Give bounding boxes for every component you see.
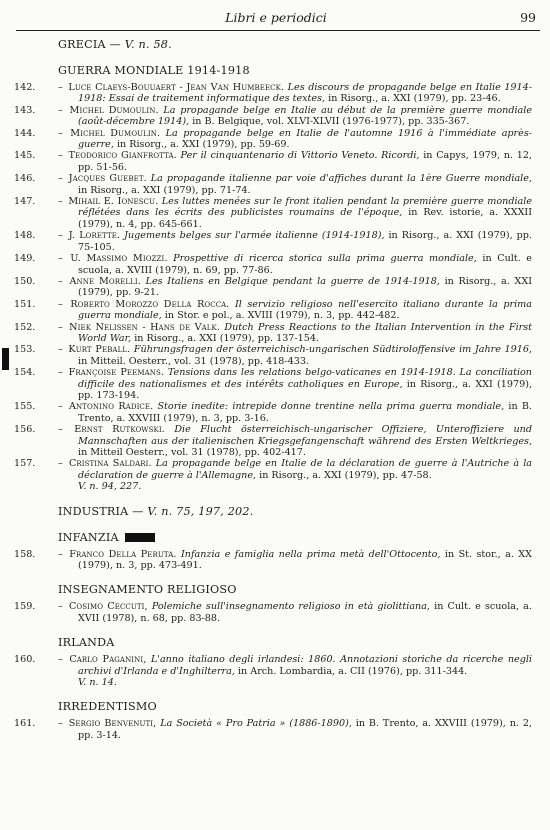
bibliography-entry bbox=[0, 196, 550, 230]
entry-author: Mihail E. Ionescu. bbox=[68, 196, 159, 208]
entry-source: in St. stor., a. XX (1979), n. 3, pp. 473-491. bbox=[78, 548, 532, 572]
entry-number: 146. bbox=[14, 173, 36, 185]
bibliography-body bbox=[0, 38, 550, 748]
entry-source: in Risorg., a. XXI (1979), pp. 71-74. bbox=[78, 184, 251, 196]
entry-author: Anne Morelli. bbox=[69, 275, 141, 287]
bibliography-entry bbox=[0, 718, 550, 741]
bibliography-entry bbox=[0, 299, 550, 322]
entry-title: Tensions dans les relations belgo-vaticanes en 1914-1918. La conciliation difficile des nationalismes et des intérêts catholiques en Europe, bbox=[78, 367, 532, 390]
entry-author: J. Lorette. bbox=[68, 230, 121, 242]
bibliography-entry bbox=[0, 253, 550, 276]
bibliography-entry bbox=[0, 82, 550, 105]
entry-author: Ernst Rutkowski. bbox=[74, 424, 165, 436]
bibliography-entry bbox=[0, 654, 550, 688]
entry-author: Kurt Peball. bbox=[68, 344, 131, 356]
entry-title: L'anno italiano degli irlandesi: 1860. Annotazioni storiche da ricerche negli archivi d'Irlanda e d'Inghilterra, bbox=[78, 654, 532, 677]
entry-author: Sergio Benvenuti, bbox=[68, 718, 157, 730]
entry-title: Infanzia e famiglia nella prima metà dell'Ottocento, bbox=[181, 548, 441, 560]
entry-cross-reference: V. n. 14. bbox=[78, 677, 117, 689]
entry-number: 143. bbox=[14, 104, 36, 116]
bibliography-entry bbox=[0, 401, 550, 424]
entry-number: 155. bbox=[14, 401, 36, 413]
entry-author: Cosimo Ceccuti, bbox=[68, 601, 148, 613]
section-title: GUERRA MONDIALE 1914-1918 bbox=[58, 64, 250, 77]
entry-dash: – bbox=[58, 548, 68, 560]
entry-number: 147. bbox=[14, 196, 36, 208]
entry-dash: – bbox=[58, 82, 67, 93]
entry-dash: – bbox=[58, 127, 69, 139]
entry-source: in B. Belgique, vol. XLVI-XLVII (1976-1977), pp. 335-367. bbox=[192, 116, 470, 128]
entry-source: in Mitteil. Oesterr., vol. 31 (1978), pp. 418-433. bbox=[78, 355, 309, 367]
entry-title: La propagande belge en Italie de la déclaration de guerre à l'Autriche à la déclaration de guerre à l'Allemagne, bbox=[78, 458, 532, 481]
bibliography-entry bbox=[0, 424, 550, 458]
entry-number: 159. bbox=[14, 601, 36, 613]
entry-author: Antonino Radice. bbox=[69, 401, 154, 413]
entry-source: in Cult. e scuola, a. XVIII (1979), n. 69, pp. 77-86. bbox=[78, 253, 532, 276]
entry-source: in Risorg., a. XXI (1979), pp. 47-58. bbox=[259, 469, 432, 481]
entry-number: 145. bbox=[14, 150, 36, 162]
entry-title: Il servizio religioso nell'esercito italiano durante la prima guerra mondiale, bbox=[78, 298, 532, 322]
entry-title: Les discours de propagande belge en Italie 1914-1918: Essai de traitement informatique des textes, bbox=[78, 82, 532, 105]
entry-title: Prospettive di ricerca storica sulla prima guerra mondiale, bbox=[173, 253, 477, 265]
section-heading bbox=[0, 636, 550, 650]
entry-author: Françoise Peemans. bbox=[68, 367, 165, 379]
section-title: IRREDENTISMO bbox=[58, 700, 157, 714]
entry-title: Dutch Press Reactions to the Italian Intervention in the First World War, bbox=[78, 321, 533, 344]
entry-dash: – bbox=[58, 321, 68, 333]
section-see-also: V. n. 58. bbox=[124, 38, 172, 51]
entry-source: in Stor. e pol., a. XVIII (1979), n. 3, pp. 442-482. bbox=[164, 310, 400, 322]
entry-title: Per il cinquantenario di Vittorio Veneto. Ricordi, bbox=[180, 150, 420, 162]
entry-number: 161. bbox=[14, 718, 36, 730]
redaction-block bbox=[125, 533, 155, 542]
entry-number: 148. bbox=[14, 230, 36, 242]
entry-dash: – bbox=[58, 654, 68, 666]
entry-source: in Risorg., a. XXI (1979), pp. 173-194. bbox=[78, 378, 532, 401]
entry-title: Führungsfragen der österreichisch-ungarischen Südtiroloffensive im Jahre 1916, bbox=[133, 344, 532, 356]
entry-dash: – bbox=[58, 367, 67, 379]
entry-title: La propagande belge en Italie de l'automne 1916 à l'immédiate après-guerre, bbox=[78, 127, 532, 151]
entry-number: 142. bbox=[14, 82, 36, 93]
bibliography-entry bbox=[0, 173, 550, 196]
entry-author: Michel Dumoulin. bbox=[69, 104, 159, 116]
entry-title: Polemiche sull'insegnamento religioso in età giolittiana, bbox=[151, 601, 430, 613]
bibliography-entry bbox=[0, 128, 550, 151]
section-heading bbox=[0, 64, 550, 78]
entry-dash: – bbox=[58, 173, 67, 185]
entry-number: 157. bbox=[14, 458, 36, 470]
entry-author: Teodorico Gianfrotta. bbox=[68, 150, 177, 162]
section-heading bbox=[0, 583, 550, 597]
entry-dash: – bbox=[58, 150, 67, 162]
entry-source: in B. Trento, a. XXVIII (1979), n. 3, pp. 3-16. bbox=[78, 401, 532, 424]
bibliography-entry bbox=[0, 549, 550, 572]
bibliography-entry bbox=[0, 105, 550, 128]
entry-number: 144. bbox=[14, 127, 36, 139]
entry-dash: – bbox=[58, 196, 67, 208]
entry-title: Storie inedite: intrepide donne trentine nella prima guerra mondiale, bbox=[157, 401, 505, 413]
entry-number: 153. bbox=[14, 344, 36, 356]
entry-dash: – bbox=[58, 253, 69, 265]
section-see-also: V. n. 75, 197, 202. bbox=[147, 504, 254, 518]
bibliography-entry bbox=[0, 230, 550, 253]
entry-number: 154. bbox=[14, 367, 36, 379]
entry-author: Jacques Guebet. bbox=[68, 173, 147, 185]
entry-title: La propagande belge en Italie au début de la première guerre mondiale (août-décembre 1914), bbox=[78, 104, 532, 128]
entry-author: Roberto Morozzo Della Rocca. bbox=[70, 298, 230, 310]
entry-source: in Rev. istorie, a. XXXII (1979), n. 4, pp. 645-661. bbox=[78, 207, 532, 230]
entry-title: Die Flucht österreichisch-ungarischer Offiziere, Unteroffiziere und Mannschaften aus der italienischen Kriegsgefangenschaft während des Ersten Weltkrieges, bbox=[78, 424, 532, 447]
entry-number: 151. bbox=[14, 298, 36, 310]
entry-source: in Risorg., a. XXI (1979), pp. 23-46. bbox=[328, 93, 501, 105]
entry-source: in Risorg., a. XXI (1979), pp. 75-105. bbox=[78, 230, 532, 253]
section-title: INSEGNAMENTO RELIGIOSO bbox=[58, 583, 237, 597]
entry-dash: – bbox=[58, 458, 67, 470]
entry-dash: – bbox=[58, 230, 67, 242]
entry-dash: – bbox=[58, 275, 68, 287]
entry-source: in B. Trento, a. XXVIII (1979), n. 2, pp. 3-14. bbox=[78, 718, 532, 741]
entry-title: Les luttes menées sur le front italien pendant la première guerre mondiale réflétées dans les écrits des publicistes roumains de l'époque, bbox=[78, 196, 533, 219]
section-heading bbox=[0, 38, 550, 52]
entry-author: Franco Della Peruta. bbox=[69, 548, 177, 560]
entry-dash: – bbox=[58, 344, 67, 356]
section-heading bbox=[0, 505, 550, 519]
entry-dash: – bbox=[58, 601, 67, 613]
entry-author: U. Massimo Miozzi. bbox=[70, 253, 168, 265]
entry-source: in Capys, 1979, n. 12, pp. 51-56. bbox=[78, 150, 532, 173]
entry-cross-reference: V. n. 94, 227. bbox=[78, 481, 142, 493]
bibliography-entry bbox=[0, 344, 550, 367]
header-rule bbox=[16, 30, 540, 31]
entry-source: in Risorg., a. XXI (1979), pp. 9-21. bbox=[78, 275, 532, 299]
bibliography-entry bbox=[0, 601, 550, 624]
entry-dash: – bbox=[58, 401, 68, 413]
bibliography-entry bbox=[0, 322, 550, 345]
running-header bbox=[14, 10, 538, 32]
entry-source: in Arch. Lombardia, a. CII (1976), pp. 311-344. bbox=[237, 665, 468, 677]
entry-author: Michel Dumoulin. bbox=[70, 127, 161, 139]
entry-number: 156. bbox=[14, 424, 36, 436]
entry-dash: – bbox=[58, 298, 69, 310]
entry-number: 150. bbox=[14, 275, 36, 287]
entry-author: Carlo Paganini, bbox=[69, 654, 147, 666]
entry-number: 149. bbox=[14, 253, 36, 265]
section-title: INFANZIA bbox=[58, 530, 119, 544]
entry-dash: – bbox=[58, 104, 68, 116]
section-title: INDUSTRIA — bbox=[58, 504, 144, 518]
bibliography-entry bbox=[0, 150, 550, 173]
section-title: IRLANDA bbox=[58, 636, 115, 650]
bibliography-entry bbox=[0, 458, 550, 492]
section-heading bbox=[0, 700, 550, 714]
entry-title: La Società « Pro Patria » (1886-1890), bbox=[160, 718, 352, 730]
bibliography-entry bbox=[0, 367, 550, 401]
entry-source: in Cult. e scuola, a. XVII (1978), n. 68, pp. 83-88. bbox=[78, 601, 532, 624]
entry-author: Niek Nelissen - Hans de Valk. bbox=[69, 321, 221, 333]
running-title: Libri e periodici bbox=[225, 10, 327, 25]
bibliography-entry bbox=[0, 276, 550, 299]
entry-source: in Mitteil Oesterr., vol. 31 (1978), pp. 402-417. bbox=[78, 447, 306, 458]
entry-source: in Risorg., a. XXI (1979), pp. 137-154. bbox=[134, 332, 320, 344]
entry-title: Jugements belges sur l'armée italienne (1914-1918), bbox=[124, 230, 385, 242]
section-title: GRECIA — bbox=[58, 38, 121, 51]
entry-number: 160. bbox=[14, 654, 36, 666]
entry-author: Luce Claeys-Bouuaert - Jean Van Humbeeck. bbox=[68, 82, 285, 93]
entry-dash: – bbox=[58, 718, 67, 730]
page-number: 99 bbox=[520, 10, 536, 25]
entry-title: Les Italiens en Belgique pendant la guerre de 1914-1918, bbox=[145, 275, 440, 287]
entry-source: in Risorg., a. XXI (1979), pp. 59-69. bbox=[116, 139, 290, 151]
entry-number: 158. bbox=[14, 548, 36, 560]
entry-number: 152. bbox=[14, 321, 36, 333]
entry-title: La propagande italienne par voie d'affiches durant la 1ère Guerre mondiale, bbox=[150, 173, 532, 185]
entry-dash: – bbox=[58, 424, 73, 436]
section-heading bbox=[0, 531, 550, 545]
entry-author: Cristina Saldari. bbox=[68, 458, 152, 470]
